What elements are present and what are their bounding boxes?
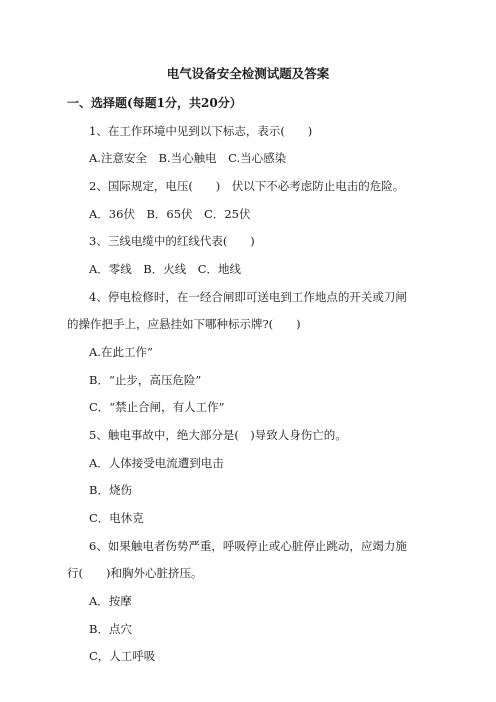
question-1: 1、在工作环境中见到以下标志，表示( ) bbox=[89, 124, 313, 138]
question-4-option-c: C．“禁止合闸，有人工作” bbox=[89, 400, 225, 414]
question-4-option-b: B．“止步，高压危险” bbox=[89, 373, 202, 387]
question-6-line-1: 6、如果触电者伤势严重，呼吸停止或心脏停止跳动，应竭力施 bbox=[89, 539, 407, 553]
question-5: 5、触电事故中，绝大部分是( )导致人身伤亡的。 bbox=[89, 428, 347, 442]
section-heading: 一、选择题(每题1分，共20分） bbox=[67, 96, 242, 110]
question-5-option-c: C．电休克 bbox=[89, 511, 144, 525]
question-6-line-2: 行( )和胸外心脏挤压。 bbox=[67, 566, 203, 580]
question-3: 3、三线电缆中的红线代表( ) bbox=[89, 234, 255, 248]
question-2: 2、国际规定，电压( ) 伏以下不必考虑防止电击的危险。 bbox=[89, 179, 405, 193]
question-6-option-c: C，人工呼吸 bbox=[89, 649, 156, 663]
question-2-options: A．36伏 B．65伏 C．25伏 bbox=[89, 207, 251, 221]
question-4-option-a: A.在此工作” bbox=[89, 345, 153, 359]
question-5-option-a: A．人体接受电流遭到电击 bbox=[89, 456, 224, 470]
question-4-line-1: 4、停电检修时，在一经合闸即可送电到工作地点的开关或刀闸 bbox=[89, 290, 407, 304]
document-title: 电气设备安全检测试题及答案 bbox=[166, 66, 330, 81]
question-5-option-b: B．烧伤 bbox=[89, 483, 132, 497]
question-6-option-b: B．点穴 bbox=[89, 622, 132, 636]
question-6-option-a: A．按摩 bbox=[89, 594, 132, 608]
question-4-line-2: 的操作把手上，应悬挂如下哪种标示牌?( ) bbox=[67, 317, 301, 331]
question-3-options: A．零线 B．火线 C．地线 bbox=[89, 262, 242, 276]
question-1-options: A.注意安全 B.当心触电 C.当心感染 bbox=[89, 151, 287, 165]
